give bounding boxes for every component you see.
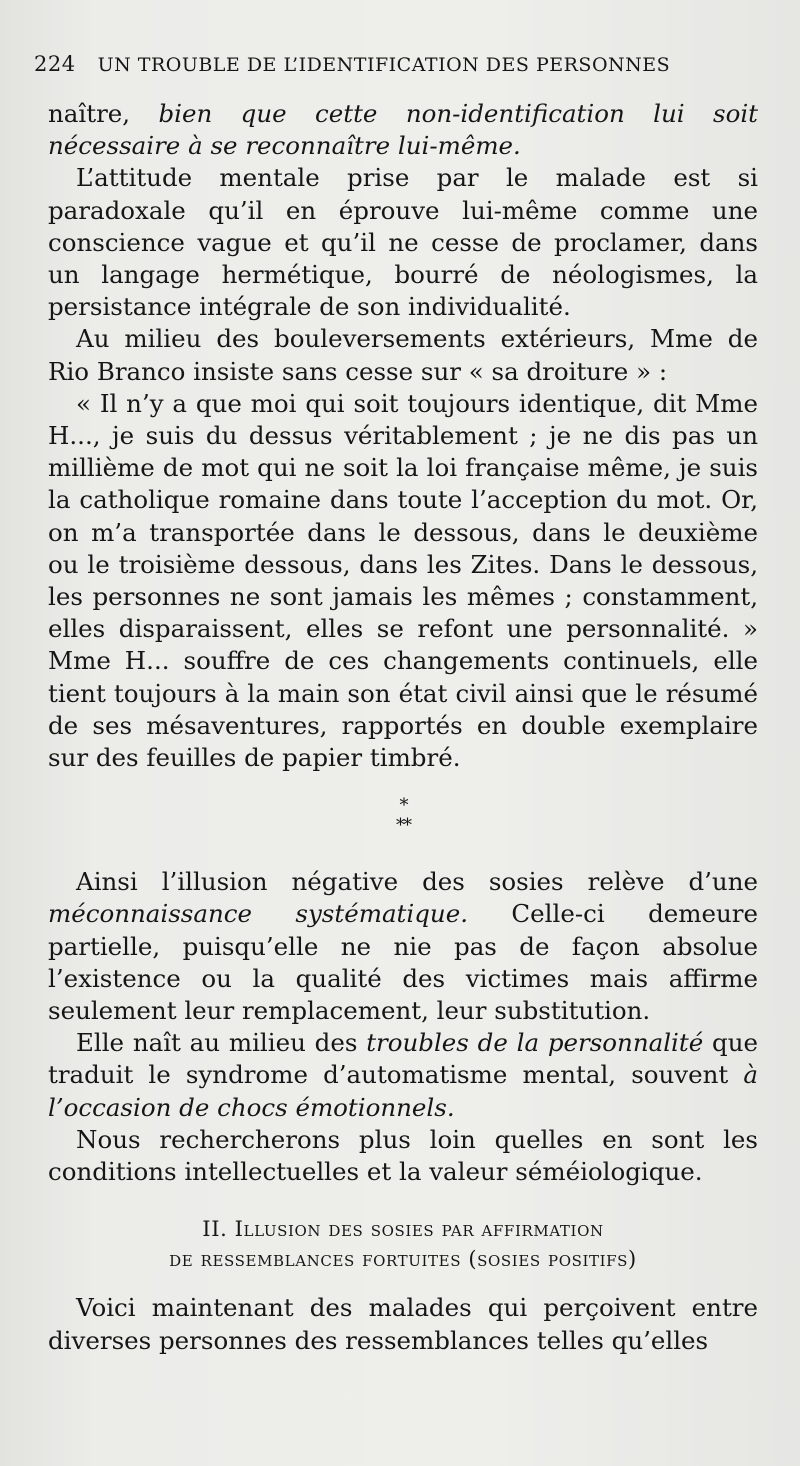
section-heading <box>48 1214 758 1274</box>
paragraph-5-text-a: Ainsi l’illusion négative des sosies relève d’une <box>76 867 758 897</box>
running-title: UN TROUBLE DE L’IDENTIFICATION DES PERSONNES <box>97 54 671 76</box>
paragraph-4-quotation: « Il n’y a que moi qui soit toujours identique, dit Mme H..., je suis du dessus véritablement ; je ne dis pas un millième de mot qui ne soit la loi française même, je suis la catholique romaine dans toute l’acception du mot. Or, on m’a transportée dans le dessous, dans le deuxième ou le troisième dessous, dans les Zites. Dans le dessous, les personnes ne sont jamais les mêmes ; constamment, elles disparaissent, elles se refont une personnalité. » Mme H... souffre de ces changements continuels, elle tient toujours à la main son état civil ainsi que le résumé de ses mésaventures, rapportés en double exemplaire sur des feuilles de papier timbré. <box>48 388 758 773</box>
paragraph-5-text-c: Celle-ci demeure partielle, puisqu’elle ne nie pas de façon absolue l’existence ou la qualité des victimes mais affirme seulement leur remplacement, leur substitution. <box>48 899 758 1026</box>
running-header <box>34 52 734 76</box>
paragraph-6 <box>48 1027 758 1124</box>
paragraph-6-italic-b: troubles de la personnalité <box>366 1028 704 1058</box>
paragraph-6-text-c: que traduit le syndrome d’automatisme mental, souvent <box>48 1028 758 1090</box>
asterism-top: * <box>399 795 407 817</box>
section-heading-line-1: II. Illusion des sosies par affirmation <box>202 1217 604 1242</box>
asterism-separator <box>48 796 758 836</box>
paragraph-8: Voici maintenant des malades qui perçoivent entre diverses personnes des ressemblances telles qu’elles <box>48 1293 758 1355</box>
paragraph-2: L’attitude mentale prise par le malade est si paradoxale qu’il en éprouve lui-même comme une conscience vague et qu’il ne cesse de proclamer, dans un langage hermétique, bourré de néologismes, la persistance intégrale de son individualité. <box>48 163 758 322</box>
page-body <box>48 98 758 1357</box>
paragraph-5-italic: méconnaissance systématique. <box>48 899 468 929</box>
paragraph-6-italic-d: à l’occasion de chocs émotionnels. <box>48 1060 758 1122</box>
paragraph-6-text-a: Elle naît au milieu des <box>76 1028 367 1058</box>
paragraph-1 <box>48 98 758 162</box>
section-heading-line-2: de ressemblances fortuites (sosies positifs) <box>169 1247 637 1272</box>
paragraph-3: Au milieu des bouleversements extérieurs, Mme de Rio Branco insiste sans cesse sur « sa droiture » : <box>48 324 758 386</box>
paragraph-1-text: naître, <box>48 99 159 128</box>
paragraph-7: Nous rechercherons plus loin quelles en sont les conditions intellectuelles et la valeur séméiologique. <box>48 1124 758 1187</box>
paragraph-1-italic: bien que cette non-identification lui soit nécessaire à se reconnaître lui-même. <box>48 99 758 161</box>
asterism-bottom: ** <box>396 815 410 837</box>
page-number: 224 <box>34 52 76 76</box>
paragraph-5 <box>48 866 758 1027</box>
